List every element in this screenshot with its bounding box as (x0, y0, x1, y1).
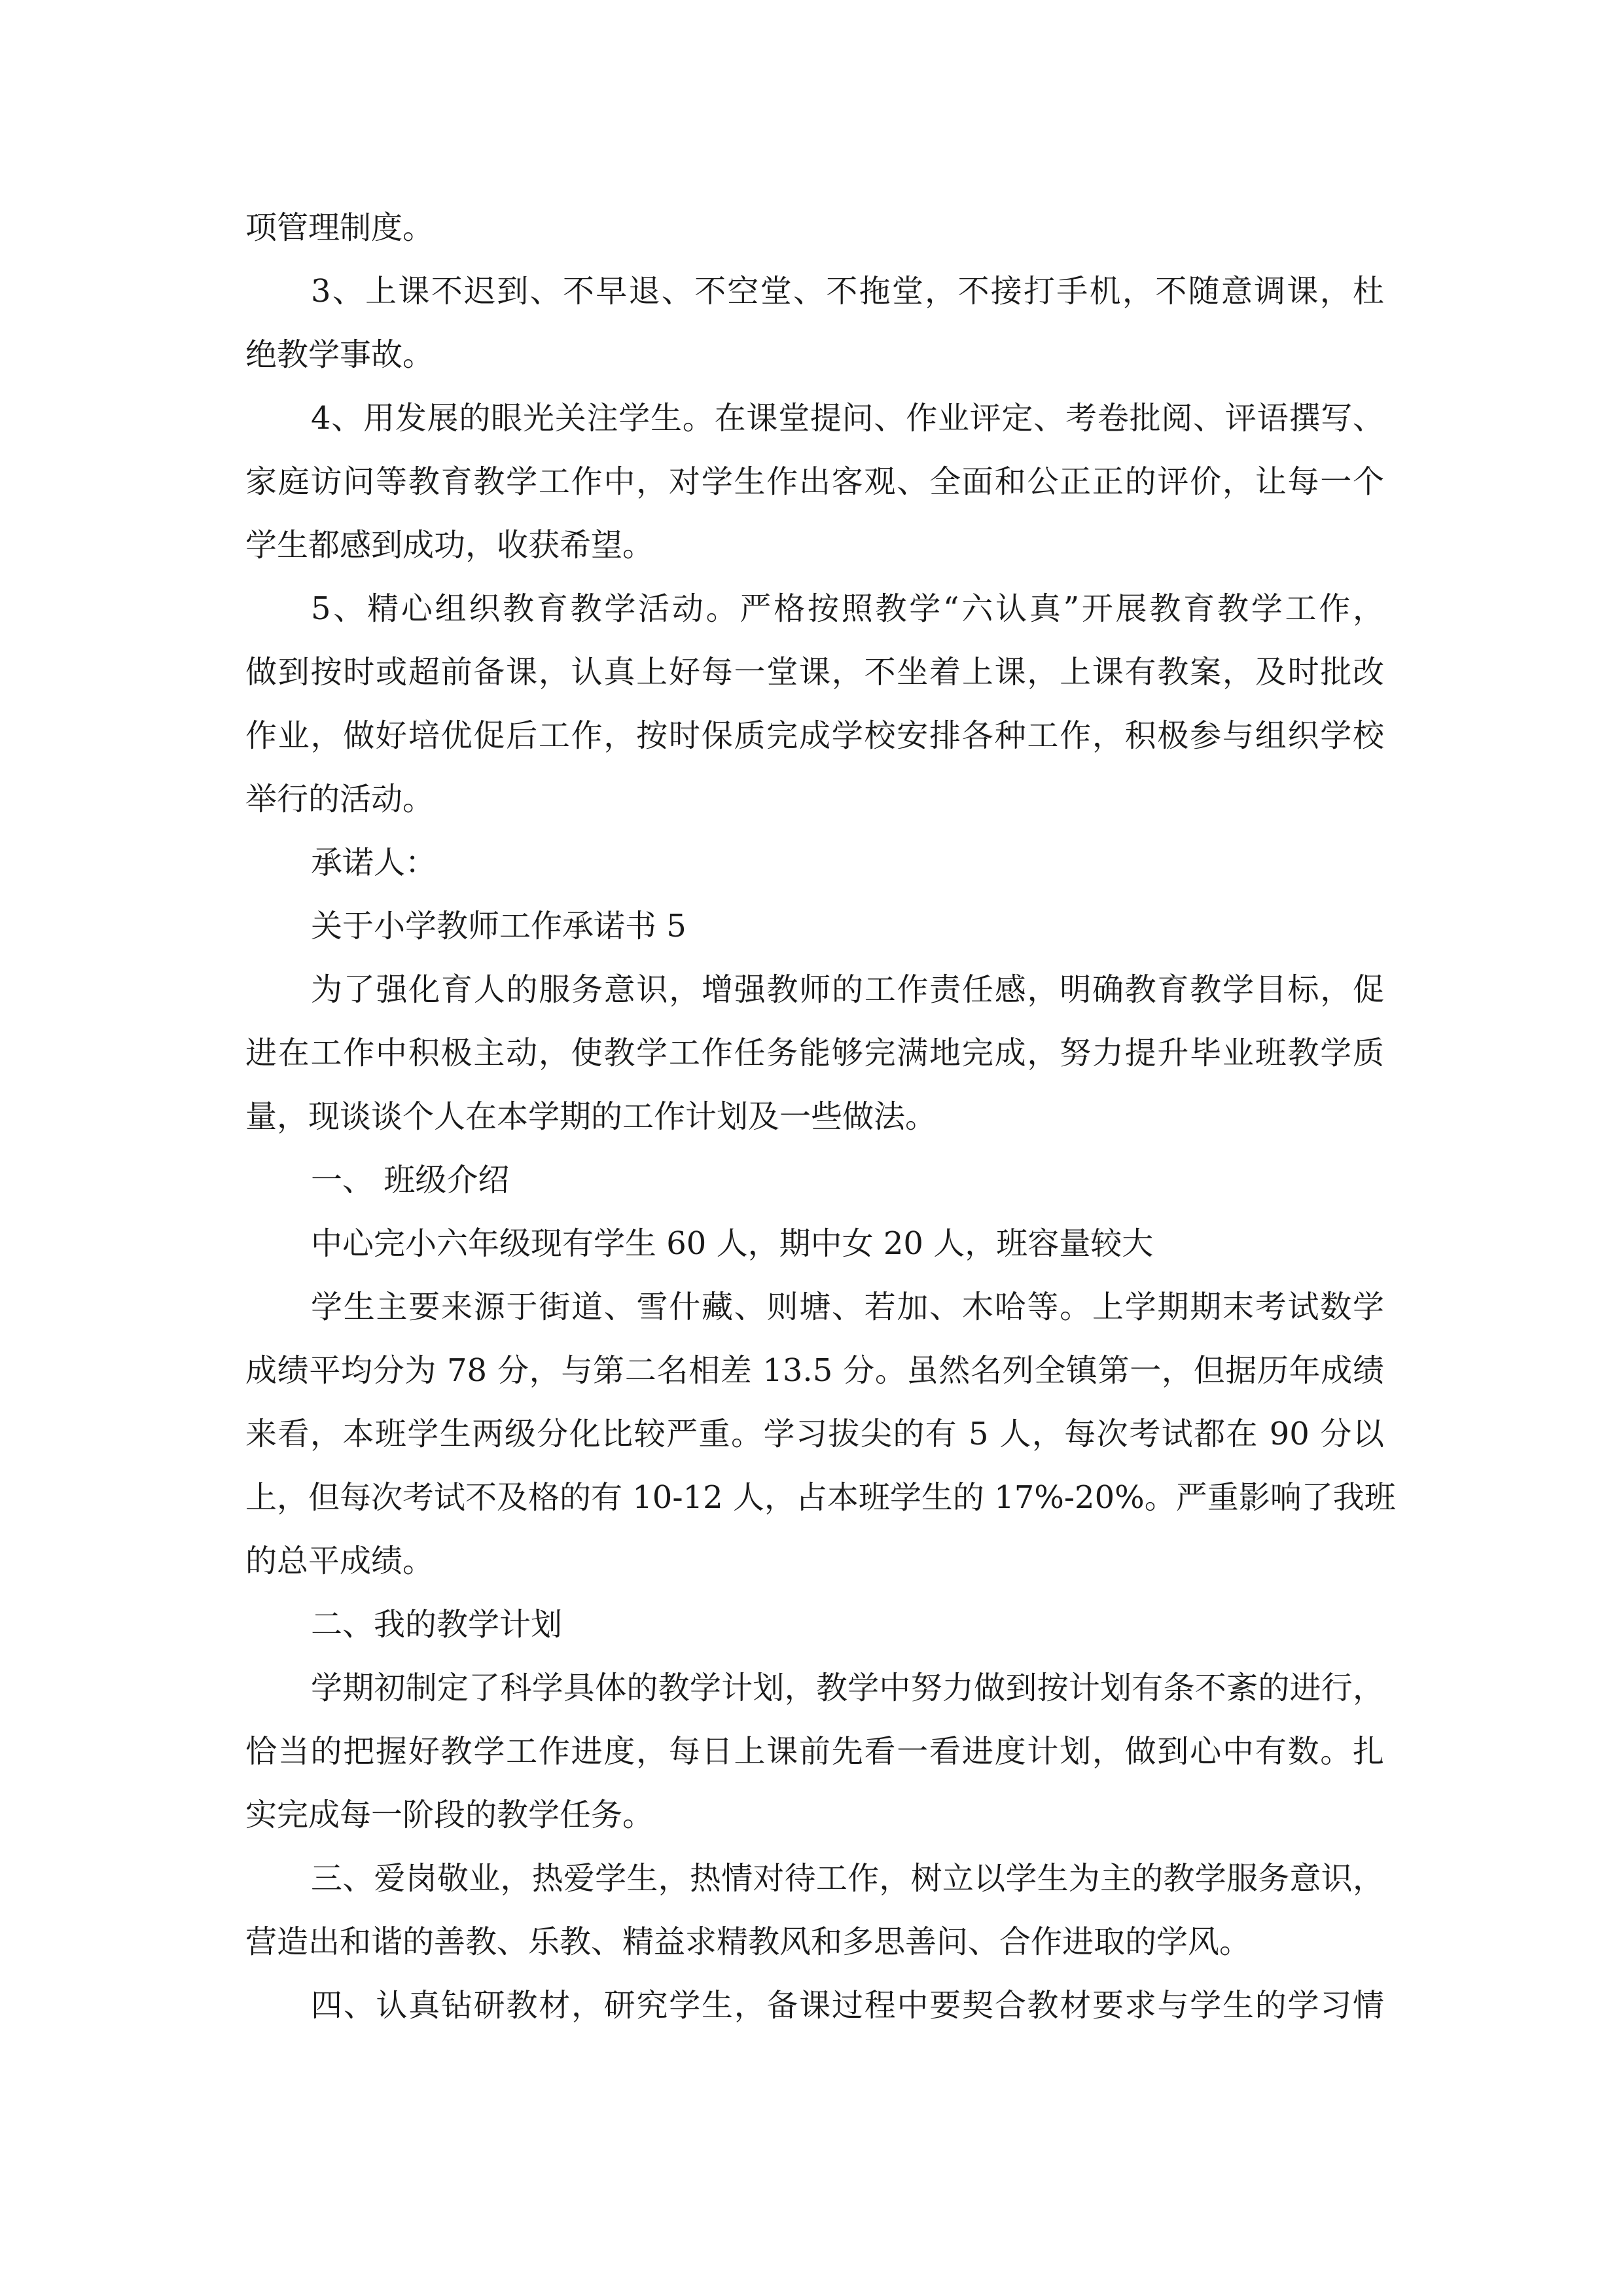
text-line: 举行的活动。 (245, 781, 435, 817)
text-line: 中心完小六年级现有学生 60 人，期中女 20 人，班容量较大 (311, 1225, 1154, 1262)
text-line: 3、上课不迟到、不早退、不空堂、不拖堂，不接打手机，不随意调课，杜 (311, 273, 1384, 310)
text-line: 恰当的把握好教学工作进度，每日上课前先看一看进度计划，做到心中有数。扎 (245, 1733, 1384, 1770)
text-line: 四、认真钻研教材，研究学生，备课过程中要契合教材要求与学生的学习情 (311, 1987, 1384, 2024)
text-line: 上，但每次考试不及格的有 10-12 人，占本班学生的 17%-20%。严重影响了我班 (245, 1479, 1396, 1516)
text-line: 关于小学教师工作承诺书 5 (311, 908, 687, 944)
text-line: 三、爱岗敬业，热爱学生，热情对待工作，树立以学生为主的教学服务意识， (311, 1860, 1384, 1897)
text-line: 家庭访问等教育教学工作中，对学生作出客观、全面和公正正的评价，让每一个 (245, 463, 1384, 500)
text-line: 一、 班级介绍 (311, 1162, 510, 1198)
text-line: 5、精心组织教育教学活动。严格按照教学“六认真”开展教育教学工作， (311, 590, 1384, 627)
text-line: 的总平成绩。 (245, 1543, 435, 1579)
text-line: 学生都感到成功，收获希望。 (245, 527, 654, 564)
text-line: 承诺人： (311, 844, 437, 881)
text-line: 作业，做好培优促后工作，按时保质完成学校安排各种工作，积极参与组织学校 (245, 717, 1384, 754)
text-line: 来看，本班学生两级分化比较严重。学习拔尖的有 5 人，每次考试都在 90 分以 (245, 1416, 1384, 1452)
document-body (245, 196, 1396, 2037)
text-line: 成绩平均分为 78 分，与第二名相差 13.5 分。虽然名列全镇第一，但据历年成绩 (245, 1352, 1384, 1389)
text-line: 二、我的教学计划 (311, 1606, 563, 1643)
text-line: 量，现谈谈个人在本学期的工作计划及一些做法。 (245, 1098, 937, 1135)
text-line: 学期初制定了科学具体的教学计划，教学中努力做到按计划有条不紊的进行， (311, 1670, 1384, 1706)
text-line: 进在工作中积极主动，使教学工作任务能够完满地完成，努力提升毕业班教学质 (245, 1035, 1384, 1071)
text-line: 做到按时或超前备课，认真上好每一堂课，不坐着上课，上课有教案，及时批改 (245, 654, 1384, 691)
text-line: 实完成每一阶段的教学任务。 (245, 1797, 654, 1833)
text-line: 4、用发展的眼光关注学生。在课堂提问、作业评定、考卷批阅、评语撰写、 (311, 400, 1384, 437)
text-line: 营造出和谐的善教、乐教、精益求精教风和多思善问、合作进取的学风。 (245, 1924, 1251, 1960)
text-line: 为了强化育人的服务意识，增强教师的工作责任感，明确教育教学目标，促 (311, 971, 1384, 1008)
text-line: 绝教学事故。 (245, 336, 435, 373)
text-line: 学生主要来源于街道、雪什藏、则塘、若加、木哈等。上学期期末考试数学 (311, 1289, 1384, 1325)
text-line: 项管理制度。 (245, 209, 435, 246)
